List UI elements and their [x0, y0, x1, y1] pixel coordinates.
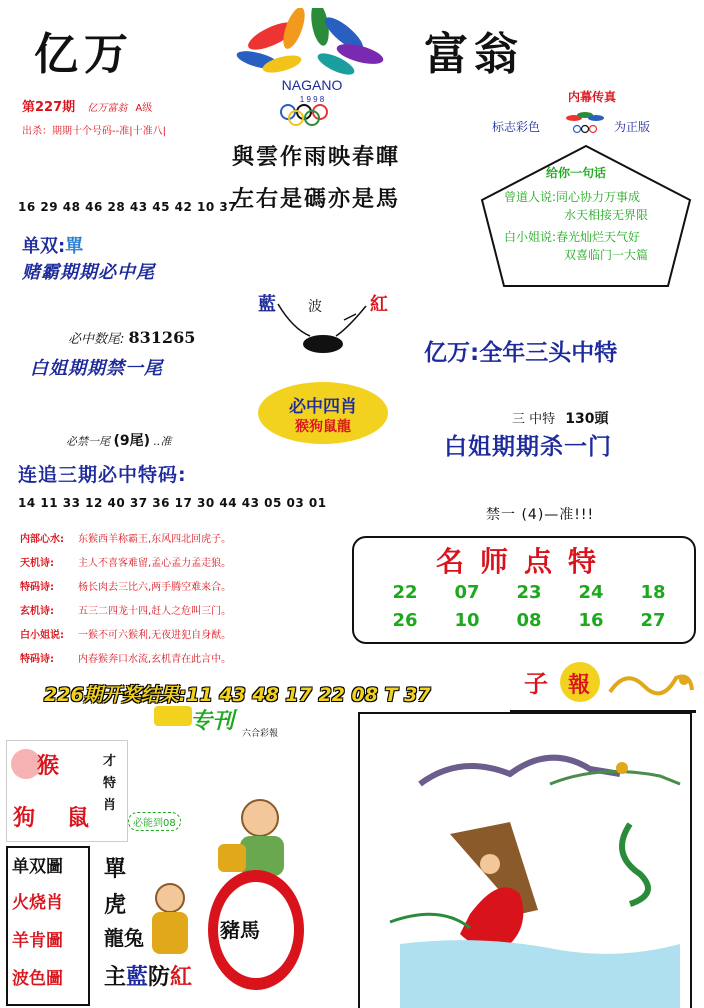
pentagon-box [476, 140, 696, 290]
danshuang-row [22, 232, 83, 258]
sixiao-title: 必中四肖 [289, 397, 357, 417]
zhuankan-badge-icon [154, 706, 192, 726]
bizhong-row [68, 328, 195, 347]
jinyiwei-text: 必禁一尾 [66, 435, 110, 448]
pentagon-line3 [504, 228, 640, 245]
zodiac-card [6, 740, 128, 842]
neimu-title: 内幕传真 [568, 90, 617, 104]
bizhong-sub: 白姐期期禁一尾 [30, 358, 163, 379]
poem-line: 特码诗: 杨长肉去三比六,两手腾空难来合。 [20, 582, 232, 593]
zodiac-gou: 狗 [13, 805, 36, 831]
mini-badge-text: 必能到08 [128, 812, 181, 831]
danshuang-sub: 赌霸期期必中尾 [22, 262, 155, 283]
issue-grade: A级 [135, 103, 153, 114]
teacher-number: 27 [640, 610, 666, 631]
bo-red: 紅 [370, 294, 388, 315]
pentagon-line4: 双喜临门一大篇 [564, 248, 649, 262]
neimu-logo-right: 为正版 [614, 120, 651, 134]
teacher-number: 16 [578, 610, 604, 631]
nagano-word: NAGANO [281, 77, 343, 93]
title-right: 富翁 [424, 29, 524, 80]
zodiac-hou: 猴 [37, 753, 60, 779]
pentagon-l1-label: 曾道人说: [504, 190, 557, 204]
couplet-line2: 左右是碼亦是馬 [232, 186, 401, 212]
zibao-banner [510, 658, 696, 713]
pentagon-line2: 水天相接无界限 [564, 208, 649, 222]
bottom-fang: 防 [148, 964, 171, 990]
nagano-year: 1 9 9 8 [299, 95, 325, 104]
bottom-dan: 單 [104, 856, 127, 882]
teacher-number: 24 [578, 582, 604, 603]
landscape-painting-icon [360, 714, 690, 1008]
tu-label-2: 火烧肖 [12, 893, 63, 913]
neimu-logo-left: 标志彩色 [492, 120, 541, 134]
title-left: 亿万 [34, 29, 134, 80]
poem-line: 玄机诗: 五三二四龙十四,赶人之危叫三门。 [20, 606, 232, 617]
baijie-sha: 白姐期期杀一门 [444, 434, 612, 460]
jinyi-text: 禁一 (4)—准!!! [486, 507, 595, 523]
result-text: 226期开奖结果:11 43 48 17 22 08 T 37 [44, 684, 431, 706]
olympic-flower-icon [212, 8, 412, 126]
bizhong-value: 831265 [128, 328, 196, 347]
tu-label-4: 波色圖 [12, 969, 63, 989]
yiwan-slogan: 亿万:全年三头中特 [424, 340, 618, 366]
poem-line: 内部心水: 东猴西羊称霸王,东风四北回虎子。 [20, 534, 232, 545]
sixiao-circle [258, 382, 388, 444]
sanzhongte-value: 130頭 [565, 411, 609, 427]
mini-badge [128, 790, 198, 830]
sixiao-value: 猴狗鼠龍 [295, 419, 351, 435]
teacher-number: 22 [392, 582, 418, 603]
bottom-zhu: 主 [104, 964, 127, 990]
pentagon-title: 给你一句话 [546, 166, 607, 180]
bottom-zhulan [104, 960, 192, 991]
danshuang-label: 单双: [22, 236, 66, 257]
dragon-icon [606, 662, 696, 706]
jinyiwei-suffix: ..准 [153, 435, 172, 448]
bo-graphic [248, 284, 398, 364]
teacher-number: 07 [454, 582, 480, 603]
jinyiwei-row [66, 430, 172, 450]
tu-label-3: 羊肯圖 [12, 931, 63, 951]
bottom-hu: 虎 [104, 892, 127, 918]
sanzhongte-row [512, 408, 609, 428]
bottom-longtu: 龍兔 [104, 926, 144, 950]
teacher-number: 10 [454, 610, 480, 631]
bo-mid: 波 [308, 299, 322, 315]
pentagon-l1-text: 同心协力万事成 [556, 190, 641, 204]
poem-list [20, 530, 360, 674]
lianzhui-numbers: 14 11 33 12 40 37 36 17 30 44 43 05 03 01 [18, 496, 327, 510]
lianzhui-title: 连追三期必中特码: [18, 464, 187, 486]
teacher-title: 名师点特 [435, 545, 612, 578]
bizhong-label: 必中数尾: [68, 332, 125, 347]
bottom-hong: 紅 [170, 964, 193, 990]
teacher-number: 26 [392, 610, 418, 631]
pentagon-l3-text: 春光灿烂天气好 [556, 230, 641, 244]
bottom-lan: 藍 [126, 964, 149, 990]
zibao-bao: 報 [568, 672, 591, 698]
teacher-row1 [374, 582, 684, 603]
tu-label-1: 单双圖 [12, 857, 63, 877]
pentagon-line1 [504, 188, 640, 205]
jinyiwei-value: (9尾) [113, 433, 151, 449]
teacher-number: 18 [640, 582, 666, 603]
numbers-top: 16 29 48 46 28 43 45 42 10 37 [18, 200, 238, 214]
issue-number: 第227期 [22, 100, 76, 115]
painting-frame [358, 712, 692, 1008]
issue-desc: 出杀：期期十个号码--准|十准八| [22, 126, 166, 137]
teacher-number: 08 [516, 610, 542, 631]
poem-line: 特码诗: 内春猴奔口水流,玄机青在此言中。 [20, 654, 232, 665]
zodiac-shu: 鼠 [67, 805, 90, 831]
teacher-number: 23 [516, 582, 542, 603]
poem-line: 白小姐说: 一猴不可六猴利,无夜进犯自身猷。 [20, 630, 232, 641]
pentagon-l3-label: 白小姐说: [504, 230, 557, 244]
zodiac-side: 才特肖 [103, 754, 117, 813]
teacher-row2 [374, 610, 684, 631]
couplet-line1: 與雲作雨映春暉 [232, 144, 401, 170]
mini-nagano-icon [560, 108, 610, 136]
red-circle [208, 870, 304, 990]
tu-list [6, 846, 90, 1006]
zhuankan-title: 专刊 [190, 709, 235, 734]
old-man-icon [140, 880, 200, 960]
poem-line: 天机诗: 主人不喜客难留,孟心孟力孟走狼。 [20, 558, 232, 569]
nagano-logo [212, 8, 412, 126]
sanzhongte-label: 三 中特 [512, 412, 556, 427]
teacher-box [352, 536, 696, 644]
bo-blue: 藍 [258, 294, 276, 315]
issue-brand: 亿万富翁 [87, 103, 128, 114]
issue-info [22, 96, 152, 115]
zibao-zi: 子 [524, 669, 548, 698]
zhuankan-sub: 六合彩報 [242, 729, 279, 739]
danshuang-value: 單 [65, 236, 84, 257]
bottom-zhuma: 豬馬 [220, 918, 260, 942]
zhuankan-logo [154, 704, 294, 744]
